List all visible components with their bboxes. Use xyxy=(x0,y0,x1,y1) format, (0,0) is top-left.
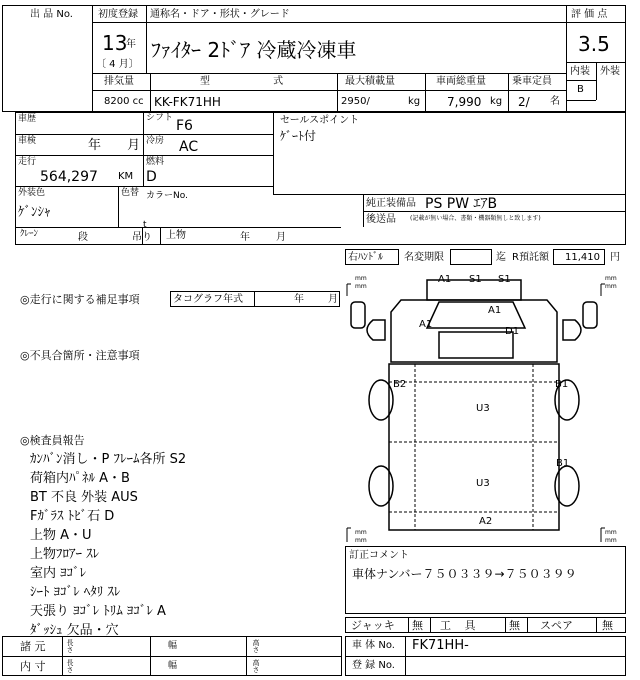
inspector-line: 天張り ﾖｺﾞﾚ ﾄﾘﾑ ﾖｺﾞﾚ A xyxy=(30,604,166,619)
inspector-line: ﾀﾞｯｼｭ 欠品・穴 xyxy=(30,623,119,638)
sales-point-label: セールスポイント xyxy=(280,115,360,126)
mm-tl-2: mm xyxy=(355,283,367,290)
shift-label: シフト xyxy=(146,113,174,123)
score-value: 3.5 xyxy=(578,32,610,56)
spare-value: 無 xyxy=(602,619,613,632)
interior-label: 内装 xyxy=(570,66,590,77)
fuel-label: 燃料 xyxy=(146,157,165,167)
recycle-value: 11,410 xyxy=(565,252,600,263)
tools-value: 無 xyxy=(509,619,520,632)
mileage-label: 走行 xyxy=(18,157,37,167)
ac-value: AC xyxy=(179,139,199,155)
vehicle-name: ﾌｧｲﾀｰ 2ﾄﾞｱ 冷蔵冷凍車 xyxy=(151,38,357,62)
tacho-year: 年 xyxy=(294,294,304,305)
inspector-line: ｶﾝﾊﾞﾝ消し・P ﾌﾚｰﾑ各所 S2 xyxy=(30,452,187,467)
inspection-value: 年 月 xyxy=(88,138,141,153)
damage-mark: D1 xyxy=(505,326,520,337)
damage-mark: A1 xyxy=(438,274,452,285)
inner-label: 内 寸 xyxy=(20,660,46,673)
year-unit: 年 xyxy=(126,39,136,50)
damage-mark: S1 xyxy=(469,274,482,285)
correction-text: 車体ナンバー７５０３３９→７５０３９９ xyxy=(352,567,577,581)
dims-label: 諸 元 xyxy=(20,640,46,653)
gvw-label: 車両総重量 xyxy=(436,76,486,87)
length-label: 長さ xyxy=(66,639,74,653)
capacity-label: 乗車定員 xyxy=(512,76,552,87)
color-label: 外装色 xyxy=(18,188,46,198)
tacho-month: 月 xyxy=(328,294,338,305)
tax-label: 迄 xyxy=(496,252,506,263)
inspector-line: Fｶﾞﾗｽ ﾄﾋﾞ石 D xyxy=(30,509,115,524)
history-frame xyxy=(15,112,626,245)
recycle-unit: 円 xyxy=(610,252,620,263)
correction-label: 訂正コメント xyxy=(349,550,409,561)
first-reg-year: 13 xyxy=(102,31,128,55)
tools-label: 工 具 xyxy=(440,619,476,632)
history-label: 車歴 xyxy=(18,114,37,124)
interior-grade: B xyxy=(577,84,584,95)
mileage-unit: KM xyxy=(118,171,134,182)
postship-note: (記載が無い場合、書類・機器類無しと致します) xyxy=(410,215,541,222)
sales-point-text: ｹﾞｰﾄ付 xyxy=(280,129,317,143)
color-code-label: 色替 xyxy=(121,188,140,198)
fuel-value: D xyxy=(146,169,157,185)
exterior-label: 外装 xyxy=(600,66,620,77)
crane-hoist: 吊り xyxy=(132,232,152,243)
upper-month: 月 xyxy=(276,232,286,243)
ac-label: 冷房 xyxy=(146,136,165,146)
damage-mark: B2 xyxy=(393,379,407,390)
displacement-label: 排気量 xyxy=(104,76,134,87)
damage-mark: U3 xyxy=(476,403,490,414)
width-label: 幅 xyxy=(168,641,178,651)
first-reg-month: 〔 4 月〕 xyxy=(96,59,139,70)
mileage-value: 564,297 xyxy=(40,169,98,185)
color-no-label: カラーNo. xyxy=(146,191,188,201)
mm-bl-2: mm xyxy=(355,537,367,544)
inspector-line: 室内 ﾖｺﾞﾚ xyxy=(30,566,87,581)
chassis-label: 車 体 No. xyxy=(352,640,395,651)
spare-label: スペア xyxy=(540,619,573,632)
inner-length-label: 長さ xyxy=(66,659,74,673)
vehicle-name-label: 通称名・ドア・形状・グレード xyxy=(150,9,290,20)
capacity-value: 2/ xyxy=(518,95,530,109)
upper-year: 年 xyxy=(240,232,250,243)
jack-value: 無 xyxy=(412,619,423,632)
postship-label: 後送品 xyxy=(366,214,396,225)
mm-tr-1: mm xyxy=(605,275,617,282)
inner-height-label: 高さ xyxy=(252,659,260,673)
damage-mark: U3 xyxy=(476,478,490,489)
mm-tr-2: mm xyxy=(605,283,617,290)
mm-br-1: mm xyxy=(605,529,617,536)
name-change-label: 名変期限 xyxy=(404,252,444,263)
damage-mark: S1 xyxy=(498,274,511,285)
driving-notes-label: ◎走行に関する補足事項 xyxy=(20,293,140,306)
inspector-line: ｼｰﾄ ﾖｺﾞﾚ ﾍﾀﾘ ｽﾚ xyxy=(30,585,121,600)
displacement-value: 8200 cc xyxy=(104,96,144,107)
recycle-label: R預託額 xyxy=(512,252,549,263)
handle-value: 右ﾊﾝﾄﾞﾙ xyxy=(348,252,383,263)
damage-mark: B1 xyxy=(556,458,570,469)
inspector-label: ◎検査員報告 xyxy=(20,434,85,447)
model-value: KK-FK71HH xyxy=(154,95,221,109)
truck-diagram xyxy=(343,272,626,546)
crane-t: t xyxy=(143,220,147,230)
inspector-line: 上物ﾌﾛｱｰ ｽﾚ xyxy=(30,547,100,562)
model-label: 型 式 xyxy=(200,76,314,87)
shift-value: F6 xyxy=(176,118,193,134)
mm-bl-1: mm xyxy=(355,529,367,536)
jack-label: ジャッキ xyxy=(351,619,395,632)
damage-mark: A1 xyxy=(419,319,433,330)
equipment-value: PS PW ｴｱB xyxy=(425,196,498,212)
reg-label: 登 録 No. xyxy=(352,660,395,671)
damage-mark: A2 xyxy=(479,516,493,527)
inspector-lines xyxy=(30,448,340,638)
load-label: 最大積載量 xyxy=(345,76,395,87)
tacho-label: タコグラフ年式 xyxy=(173,294,243,305)
damage-mark: A1 xyxy=(488,305,502,316)
inspection-label: 車検 xyxy=(18,136,37,146)
chassis-value: FK71HH- xyxy=(412,638,469,653)
damage-mark: B1 xyxy=(555,379,569,390)
load-value: 2950/ xyxy=(341,96,370,107)
gvw-value: 7,990 xyxy=(447,95,482,109)
gvw-unit: kg xyxy=(490,96,503,107)
crane-stage: 段 xyxy=(78,232,88,243)
inspector-line: 上物 A・U xyxy=(30,528,92,543)
load-unit: kg xyxy=(408,96,421,107)
color-value: ｹﾞﾝｼｬ xyxy=(18,205,51,220)
inspector-line: 荷箱内ﾊﾟﾈﾙ A・B xyxy=(30,471,130,486)
defects-label: ◎不具合箇所・注意事項 xyxy=(20,349,140,362)
crane-label: ｸﾚｰﾝ xyxy=(20,229,39,239)
capacity-unit: 名 xyxy=(550,96,560,107)
inner-width-label: 幅 xyxy=(168,661,178,671)
lot-no-label: 出 品 No. xyxy=(30,9,73,20)
mm-br-2: mm xyxy=(605,537,617,544)
first-reg-label: 初度登録 xyxy=(98,9,138,20)
score-label: 評 価 点 xyxy=(571,9,608,20)
equipment-label: 純正装備品 xyxy=(366,198,416,209)
name-change-box xyxy=(450,249,492,265)
height-label: 高さ xyxy=(252,639,260,653)
upper-label: 上物 xyxy=(166,230,186,241)
inspector-line: BT 不良 外装 AUS xyxy=(30,490,138,505)
mm-tl-1: mm xyxy=(355,275,367,282)
